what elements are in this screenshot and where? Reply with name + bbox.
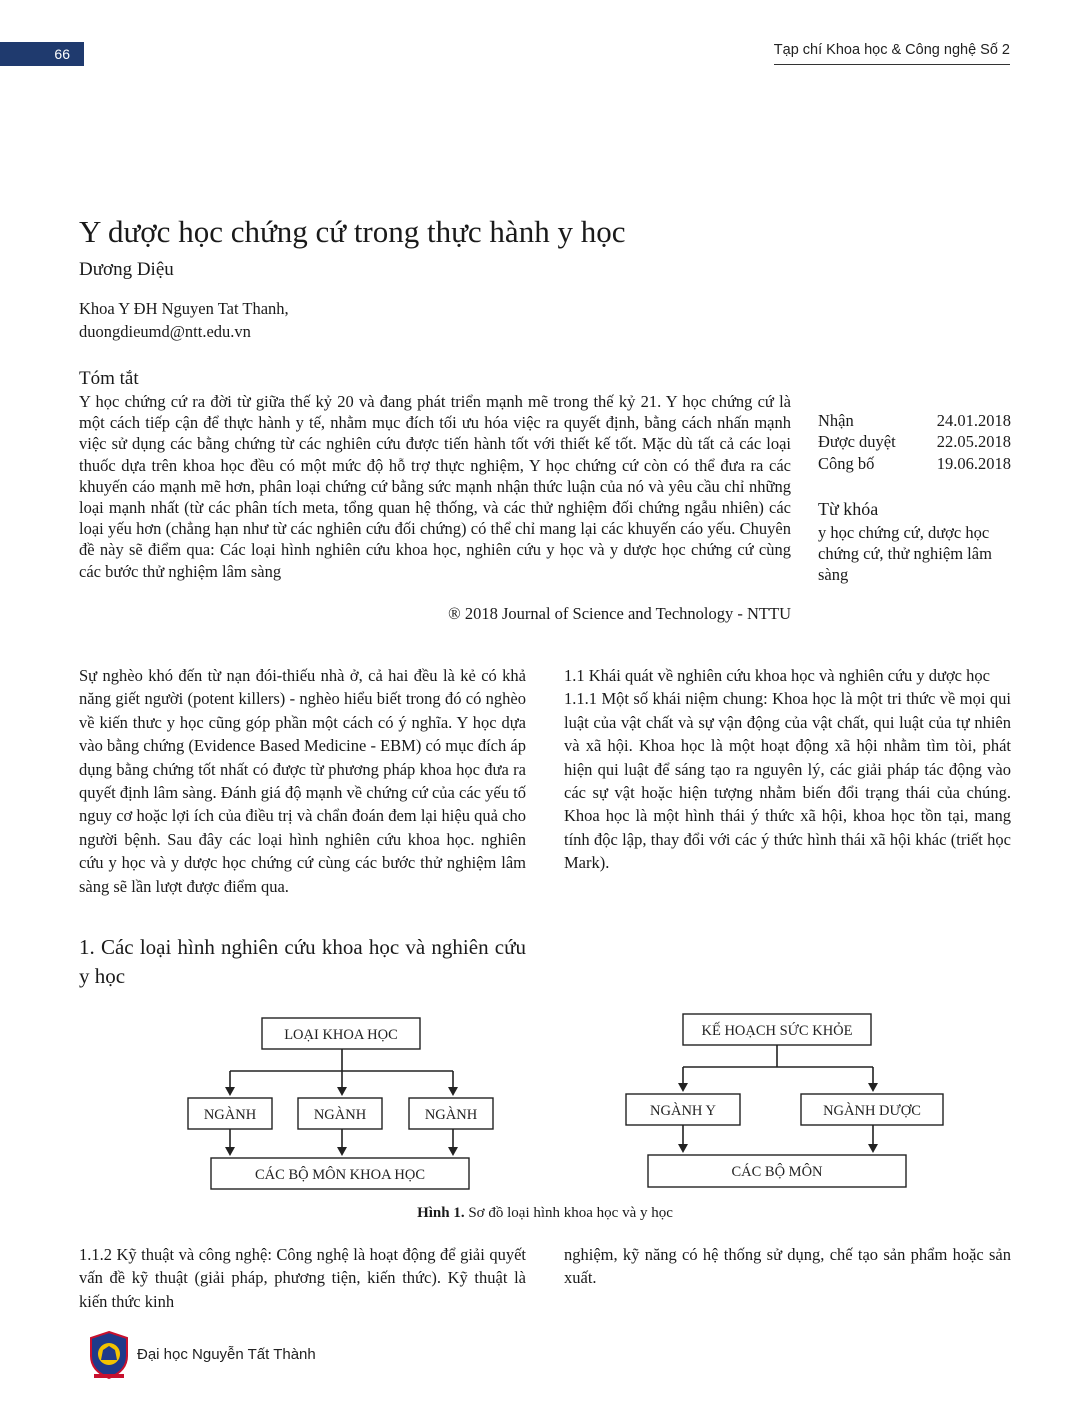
figure-1-diagram	[0, 1000, 1090, 1200]
figure-caption-label: Hình 1.	[417, 1205, 465, 1221]
date-received	[818, 410, 1011, 431]
diagram-label-nganh-1: NGÀNH	[203, 1107, 257, 1123]
copyright-line: ® 2018 Journal of Science and Technology - NTTU	[448, 604, 791, 623]
university-logo-icon	[86, 1330, 132, 1380]
diagram-label-loai-khoa-hoc: LOẠI KHOA HỌC	[284, 1027, 398, 1043]
subsection-1-1-2-right: nghiệm, kỹ năng có hệ thống sử dụng, chế tạo sản phẩm hoặc sản xuất.	[564, 1245, 1011, 1288]
intro-paragraph: Sự nghèo khó đến từ nạn đói-thiếu nhà ở, cả hai đều là kẻ có khả năng giết người (potent killers) - nghèo hiểu biết trong đó có nghèo về kiến thưc y học cũng góp phần một cách có ý nghĩa. Y học dựa vào bằng chứng (Evidence Based Medicine - EBM) có mục đích áp dụng bằng chứng tốt nhất có được từ phương pháp khoa học đưa ra quyết định lâm sàng. Đánh giá độ mạnh về chứng cứ của các yếu tố nguy cơ hoặc lợi ích của điều trị và chẩn đoán đem lại hiệu quả cho người bệnh. Sau đây các loại hình nghiên cứu khoa học. nghiên cứu y học và y dược học chứng cứ cùng các bước thử nghiệm lâm sàng sẽ lần lượt được điểm qua.	[79, 666, 526, 896]
figure-caption-text: Sơ đồ loại hình khoa học và y học	[464, 1205, 673, 1221]
date-published	[818, 453, 1011, 474]
abstract-text: Y học chứng cứ ra đời từ giữa thế kỷ 20 và đang phát triển mạnh mẽ trong thế kỷ 21. Y học chứng cứ là một cách tiếp cận để thực hành y tế, nhằm mục đích tối ưu hóa việc ra quyết định, bằng cách nhấn mạnh việc sử dụng các bằng chứng từ các nghiên cứu được tiến hành tốt với thiết kế tốt. Mặc dù tất cả các loại thuốc dựa trên khoa học đều có một mức độ hỗ trợ thực nghiệm, Y học chứng cứ còn có thể đưa ra các khuyến cáo mạnh mẽ hơn, phân loại chứng cứ bằng sức mạnh nhận thức luận của nó và yêu cầu chỉ những loại mạnh nhất (từ các phân tích meta, tổng quan hệ thống, và các thử nghiệm đối chứng ngẫu nhiên) các loại yếu hơn (chẳng hạn như từ các nghiên cứu đối chứng) có thể chỉ mang lại các khuyến cáo yếu. Chuyên đề này sẽ điểm qua: Các loại hình nghiên cứu khoa học, nghiên cứu y học và y dược học chứng cứ cùng các bước thử nghiệm lâm sàng	[79, 392, 791, 581]
subsection-1-1-1-text: 1.1.1 Một số khái niệm chung: Khoa học là một tri thức về mọi qui luật của vật chất và sự vận động của vật chất, qui luật của tự nhiên và xã hội. Khoa học là một hoạt động xã hội nhằm tìm tòi, phát hiện qui luật để sáng tạo ra nguyên lý, các giải pháp tác động vào các sự vật hoặc hiện tượng nhằm biến đổi trạng thái của chúng. Khoa học là một hình thái ý thức xã hội, khoa học tồn tại, mang tính độc lập, thay đổi với các ý thức hình thái xã hội khác (triết học Mark).	[564, 689, 1011, 873]
date-label: Được duyệt	[818, 432, 896, 452]
section-1-1	[564, 664, 1011, 875]
diagram-label-cac-bo-mon-khoa-hoc: CÁC BỘ MÔN KHOA HỌC	[255, 1167, 425, 1183]
section-1-heading: 1. Các loại hình nghiên cứu khoa học và nghiên cứu y học	[79, 935, 526, 988]
diagram-label-cac-bo-mon: CÁC BỘ MÔN	[731, 1164, 823, 1180]
diagram-label-nganh-3: NGÀNH	[424, 1107, 478, 1123]
date-label: Nhận	[818, 411, 854, 430]
keywords-text: y học chứng cứ, dược học chứng cứ, thử nghiệm lâm sàng	[818, 523, 992, 584]
diagram-label-nganh-duoc: NGÀNH DƯỢC	[823, 1103, 921, 1119]
date-value: 19.06.2018	[936, 453, 1011, 473]
date-value: 24.01.2018	[936, 411, 1011, 430]
subsection-1-1-heading: 1.1 Khái quát về nghiên cứu khoa học và nghiên cứu y dược học	[564, 666, 990, 685]
date-accepted	[818, 431, 1011, 452]
date-label: Công bố	[818, 453, 875, 473]
keywords-heading: Từ khóa	[818, 499, 879, 519]
university-name: Đại học Nguyễn Tất Thành	[137, 1346, 316, 1363]
diagram-label-nganh-2: NGÀNH	[313, 1107, 367, 1123]
affiliation-block	[79, 297, 289, 343]
diagram-label-nganh-y: NGÀNH Y	[650, 1103, 716, 1119]
figure-caption	[0, 1205, 1090, 1222]
diagram-label-ke-hoach-suc-khoe: KẾ HOẠCH SỨC KHỎE	[701, 1023, 853, 1039]
author-email: duongdieumd@ntt.edu.vn	[79, 322, 251, 341]
abstract-heading: Tóm tắt	[79, 368, 139, 389]
author-name: Dương Diệu	[79, 259, 174, 280]
date-value: 22.05.2018	[936, 432, 1011, 452]
subsection-1-1-2-left: 1.1.2 Kỹ thuật và công nghệ: Công nghệ là hoạt động để giải quyết vấn đề kỹ thuật (giải pháp, phương tiện, kiến thức). Kỹ thuật là kiến thức kinh	[79, 1245, 526, 1311]
article-dates	[818, 410, 1011, 474]
article-title: Y dược học chứng cứ trong thực hành y học	[79, 214, 626, 249]
page-number: 66	[0, 42, 84, 66]
journal-header: Tạp chí Khoa học & Công nghệ Số 2	[774, 42, 1010, 65]
affiliation: Khoa Y ĐH Nguyen Tat Thanh,	[79, 299, 289, 318]
